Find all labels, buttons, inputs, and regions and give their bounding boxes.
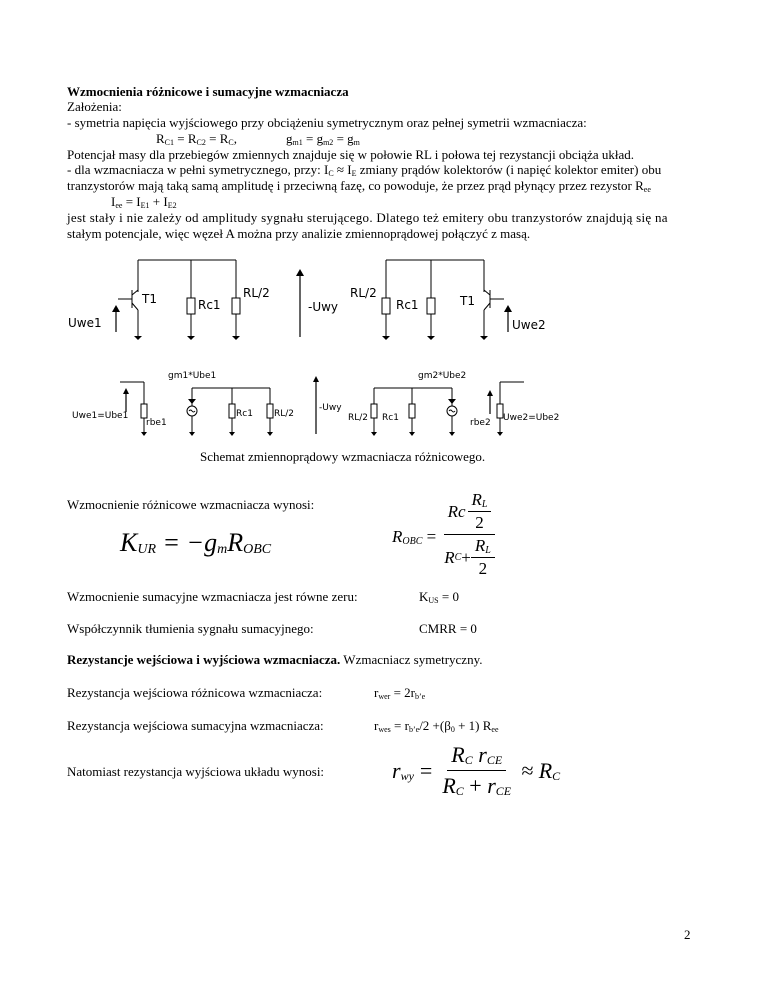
label-rc1-left: Rc1 bbox=[198, 298, 221, 312]
page-title: Wzmocnienia różnicowe i sumacyjne wzmacniacza bbox=[67, 84, 349, 99]
ground-line: Potencjał masy dla przebiegów zmiennych znajduje się w połowie RL i połowa tej rezystancji obciąża układ. bbox=[67, 147, 634, 162]
assumptions-label: Założenia: bbox=[67, 99, 122, 114]
gm-equality: $g_{m1} = g_{m2} = g_m$ bbox=[286, 131, 360, 147]
transistors-line: tranzystorów mają taką samą amplitudę i przeciwną fazę, co powoduje, że przez prąd płynący przez rezystor $R_{ee}$ bbox=[67, 178, 651, 194]
sum-gain-label: Wzmocnienie sumacyjne wzmacniacza jest równe zeru: bbox=[67, 589, 358, 604]
label-rl2-bottom-left: RL/2 bbox=[274, 409, 295, 419]
cmrr-label: Współczynnik tłumienia sygnału sumacyjnego: bbox=[67, 621, 314, 636]
rwer-value: $r_{wer} = 2r_{b’e}$ bbox=[374, 685, 426, 701]
constant-line-1: jest stały i nie zależy od amplitudy sygnału sterującego. Dlatego też emitery obu tranzystorów znajdują się na bbox=[67, 210, 668, 225]
label-rc1-right: Rc1 bbox=[396, 298, 419, 312]
constant-line-2: stałym potencjale, więc węzeł A można przy analizie zmiennoprądowej połączyć z masą. bbox=[67, 226, 531, 241]
robc-fraction: Rc $\frac{R_L}{2}$ R C + $\frac{R_L}{2}$ bbox=[440, 490, 499, 579]
label-uwe1: Uwe1 bbox=[68, 316, 102, 330]
label-gm2: gm2*Ube2 bbox=[418, 371, 467, 381]
diff-gain-label: Wzmocnienie różnicowe wzmacniacza wynosi: bbox=[67, 497, 315, 512]
label-rbe2: rbe2 bbox=[470, 418, 491, 428]
rwer-label: Rezystancja wejściowa różnicowa wzmacniacza: bbox=[67, 685, 323, 700]
circuit-diagram-top bbox=[60, 252, 560, 352]
label-uwe2: Uwe2 bbox=[512, 318, 546, 332]
iee-equation: $I_{ee} = I_{E1} + I_{E2}$ bbox=[111, 194, 177, 210]
label-uwe2-ube2: Uwe2=Ube2 bbox=[503, 413, 560, 423]
rwy-label: Natomiast rezystancja wyjściowa układu wynosi: bbox=[67, 764, 325, 779]
full-symmetry-line: - dla wzmacniacza w pełni symetrycznego, przy: $I_C \approx I_E$ zmiany prądów kolektorów (i napięć kolektor emiter) obu bbox=[67, 162, 662, 178]
label-rl2-left: RL/2 bbox=[243, 286, 270, 300]
label-t1-right: T1 bbox=[460, 294, 475, 308]
label-rbe1: rbe1 bbox=[146, 418, 167, 428]
rwy-fraction: $\frac{R_C r_{CE}}{R_C + r_{CE}}$ bbox=[442, 742, 512, 798]
robc-formula: $R_{OBC}$ = Rc $\frac{R_L}{2}$ R C + $\frac{R_L}{2}$ bbox=[392, 490, 499, 579]
rc-equality: $R_{C1} = R_{C2} = R_C$, bbox=[156, 131, 237, 147]
diff-gain-formula: $K_{UR} = -g_mR_{OBC}$ bbox=[120, 528, 272, 557]
label-rc1-bottom-left: Rc1 bbox=[236, 409, 253, 419]
cmrr-value: CMRR = 0 bbox=[419, 621, 477, 636]
label-rl2-bottom-right: RL/2 bbox=[348, 413, 369, 423]
resistances-heading: Rezystancje wejściowa i wyjściowa wzmacniacza. Wzmacniacz symetryczny. bbox=[67, 652, 483, 667]
rwes-label: Rezystancja wejściowa sumacyjna wzmacniacza: bbox=[67, 718, 324, 733]
label-uwy-bottom: -Uwy bbox=[319, 403, 342, 413]
label-uwy-top: -Uwy bbox=[308, 300, 339, 314]
rwes-value: $r_{wes} = r_{b’e}/2 +(\beta_0 + 1)$ $R_{ee}$ bbox=[374, 718, 499, 734]
sum-gain-value: $K_{US} = 0$ bbox=[419, 589, 459, 605]
rwy-formula: $r_{wy}$ = $\frac{R_C r_{CE}}{R_C + r_{CE}}$ ≈ $R_C$ bbox=[392, 742, 561, 798]
symmetry-line: - symetria napięcia wyjściowego przy obciążeniu symetrycznym oraz pełnej symetrii wzmacniacza: bbox=[67, 115, 587, 130]
label-rl2-right: RL/2 bbox=[350, 286, 377, 300]
label-uwe1-ube1: Uwe1=Ube1 bbox=[72, 411, 129, 421]
label-rc1-bottom-right: Rc1 bbox=[382, 413, 399, 423]
label-t1-left: T1 bbox=[142, 292, 157, 306]
diagram-caption: Schemat zmiennoprądowy wzmacniacza różnicowego. bbox=[200, 449, 486, 464]
circuit-diagram-bottom bbox=[60, 364, 580, 450]
label-gm1: gm1*Ube1 bbox=[168, 371, 217, 381]
page-number: 2 bbox=[684, 927, 691, 942]
